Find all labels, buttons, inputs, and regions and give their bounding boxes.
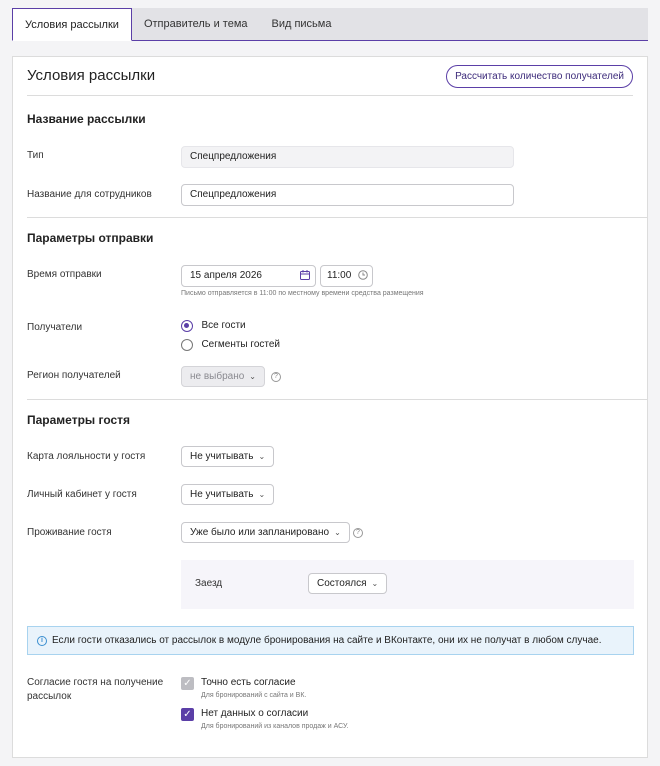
- account-label: Личный кабинет у гостя: [27, 489, 137, 500]
- consent-confirmed-hint: Для бронирований с сайта и ВК.: [201, 692, 307, 699]
- loyalty-select[interactable]: [181, 446, 274, 467]
- tab-mailing-conditions[interactable]: Условия рассылки: [12, 8, 132, 41]
- account-select[interactable]: [181, 484, 274, 505]
- clock-icon[interactable]: [358, 266, 368, 286]
- checkin-select[interactable]: [308, 573, 387, 594]
- loyalty-value: Не учитывать: [190, 451, 254, 462]
- region-label: Регион получателей: [27, 370, 121, 381]
- radio-button-selected[interactable]: [181, 320, 193, 332]
- section-title-guest: Параметры гостя: [27, 413, 131, 427]
- chevron-down-icon: ⌄: [334, 528, 341, 537]
- radio-all-guests[interactable]: [181, 317, 246, 335]
- stay-select[interactable]: [181, 522, 350, 543]
- info-icon: i: [37, 636, 47, 646]
- staff-name-label: Название для сотрудников: [27, 189, 152, 200]
- region-select: [181, 366, 265, 387]
- chevron-down-icon: ⌄: [258, 452, 266, 461]
- page-title: Условия рассылки: [27, 67, 156, 84]
- radio-all-guests-label: Все гости: [201, 320, 246, 332]
- divider: [27, 399, 647, 400]
- consent-confirmed-label: Точно есть согласие: [201, 677, 296, 688]
- consent-no-data-hint: Для бронирований из каналов продаж и АСУ.: [201, 723, 349, 730]
- radio-guest-segments[interactable]: [181, 336, 280, 354]
- help-icon[interactable]: ?: [353, 528, 363, 538]
- checkin-label: Заезд: [195, 578, 223, 589]
- loyalty-label: Карта лояльности у гостя: [27, 451, 146, 462]
- chevron-down-icon: ⌄: [258, 490, 266, 499]
- send-time-value: 11:00: [327, 270, 352, 281]
- info-banner: [27, 626, 634, 655]
- chevron-down-icon: ⌄: [249, 372, 256, 381]
- region-value: не выбрано: [190, 371, 245, 382]
- send-time-hint: Письмо отправляется в 11:00 по местному времени средства размещения: [181, 290, 424, 297]
- staff-name-input[interactable]: Спецпредложения: [181, 184, 514, 206]
- account-value: Не учитывать: [190, 489, 254, 500]
- checkin-value: Состоялся: [317, 578, 367, 589]
- conditions-card: [12, 56, 648, 758]
- type-label: Тип: [27, 150, 44, 161]
- checkbox-checked[interactable]: ✓: [181, 708, 194, 721]
- tab-email-view[interactable]: Вид письма: [271, 18, 332, 30]
- recipients-label: Получатели: [27, 322, 83, 333]
- checkbox-checked-disabled: ✓: [181, 677, 194, 690]
- section-title-name: Название рассылки: [27, 112, 146, 126]
- type-field: Спецпредложения: [181, 146, 514, 168]
- radio-button[interactable]: [181, 339, 193, 351]
- checkin-subpanel: [181, 560, 634, 609]
- consent-label: Согласие гостя на получение рассылок: [27, 677, 164, 702]
- chevron-down-icon: ⌄: [371, 579, 379, 588]
- stay-value: Уже было или запланировано: [190, 527, 330, 538]
- info-banner-text: Если гости отказались от рассылок в модуле бронирования на сайте и ВКонтакте, они их не получат в любом случае.: [52, 635, 602, 646]
- tab-sender-and-subject[interactable]: Отправитель и тема: [143, 18, 248, 30]
- help-icon[interactable]: ?: [271, 372, 281, 382]
- calendar-icon[interactable]: [300, 266, 310, 286]
- send-time-input[interactable]: [320, 265, 373, 287]
- radio-guest-segments-label: Сегменты гостей: [201, 339, 280, 351]
- send-date-value: 15 апреля 2026: [190, 270, 262, 281]
- section-title-send: Параметры отправки: [27, 231, 154, 245]
- send-date-input[interactable]: [181, 265, 316, 287]
- divider: [27, 95, 633, 96]
- send-time-label: Время отправки: [27, 269, 102, 280]
- tab-bar: [12, 8, 648, 41]
- count-recipients-button[interactable]: Рассчитать количество получателей: [446, 65, 633, 88]
- divider: [27, 217, 647, 218]
- consent-no-data-label: Нет данных о согласии: [201, 708, 309, 719]
- stay-label: Проживание гостя: [27, 527, 112, 538]
